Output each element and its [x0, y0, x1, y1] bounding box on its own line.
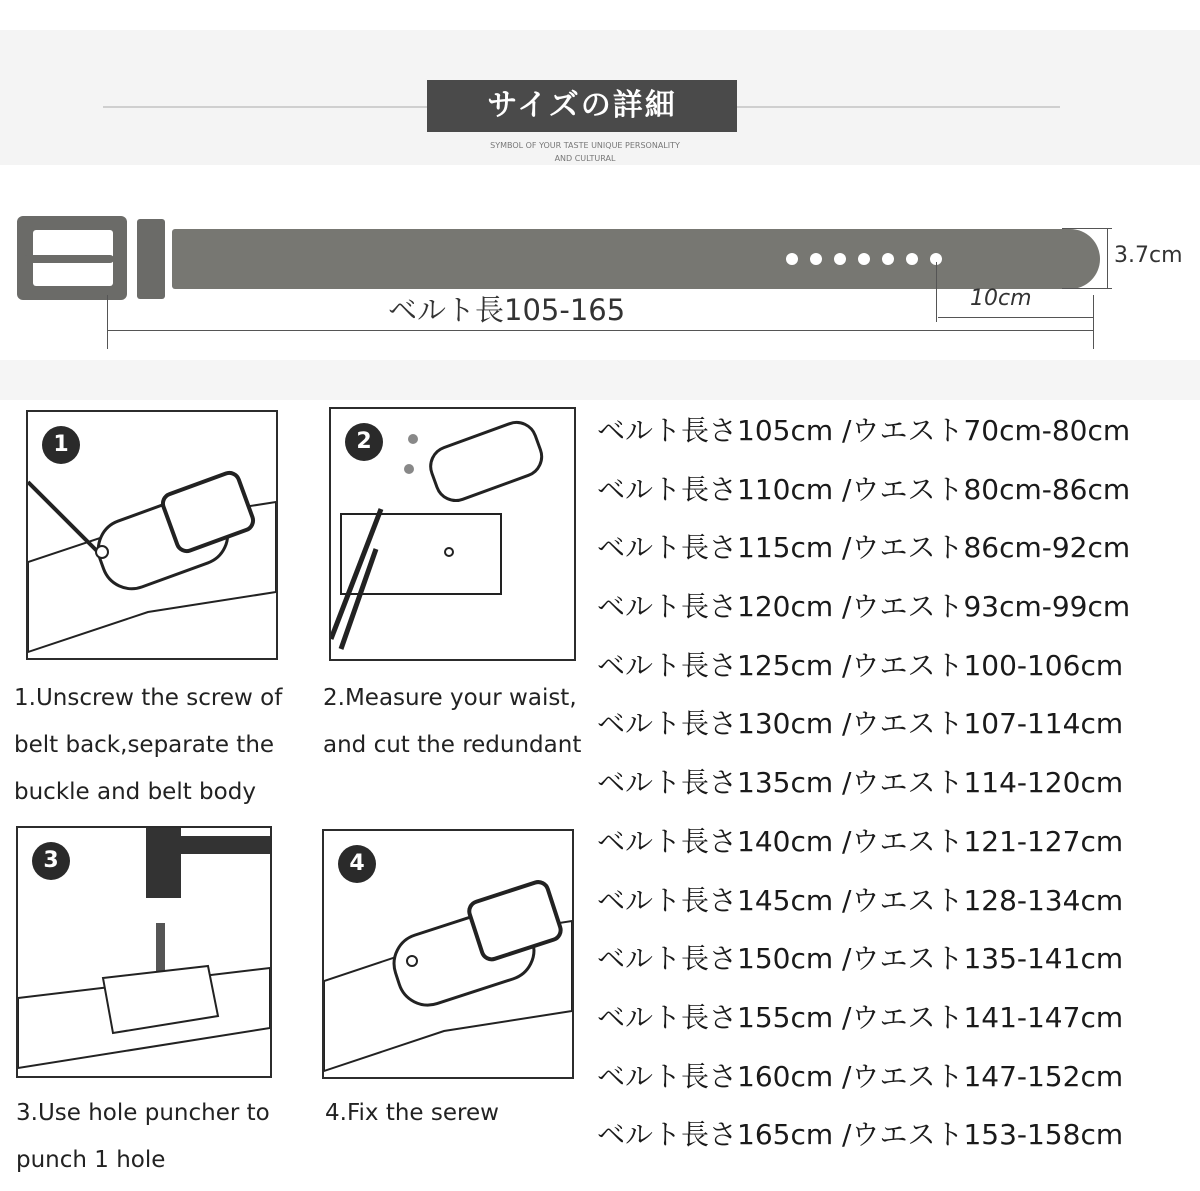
size-row: ベルト長さ155cm /ウエスト141-147cm	[597, 1000, 1124, 1034]
step-2-drawing	[331, 409, 574, 659]
width-dim-top-line	[1062, 228, 1112, 229]
bottom-border	[0, 1186, 1200, 1191]
belt-width-label: 3.7cm	[1114, 243, 1183, 268]
step-4-illustration	[322, 829, 574, 1079]
belt-hole	[834, 253, 846, 265]
subtitle-line-2: AND CULTURAL	[554, 154, 616, 163]
hole-span-label: 10cm	[970, 286, 1032, 311]
belt-keeper-loop	[137, 219, 165, 299]
header-divider-right	[737, 106, 1060, 108]
step-1-drawing	[28, 412, 276, 658]
length-dim-right	[1093, 295, 1094, 349]
hole-span-dim-left	[936, 262, 937, 322]
belt-hole	[882, 253, 894, 265]
step-3-caption	[16, 1090, 270, 1184]
step-1-number: 1	[42, 426, 80, 464]
belt-strap	[172, 229, 1100, 289]
length-dim-line	[108, 330, 1093, 331]
page-subtitle	[440, 139, 730, 165]
step-2-caption-line: and cut the redundant	[323, 732, 582, 758]
belt-hole	[906, 253, 918, 265]
step-2-caption	[323, 675, 581, 769]
size-row: ベルト長さ150cm /ウエスト135-141cm	[597, 942, 1124, 976]
size-table	[597, 402, 1197, 1165]
size-row: ベルト長さ115cm /ウエスト86cm-92cm	[597, 531, 1131, 565]
step-2-number: 2	[345, 423, 383, 461]
size-row: ベルト長さ160cm /ウエスト147-152cm	[597, 1059, 1124, 1093]
step-1-caption-line: buckle and belt body	[14, 779, 256, 805]
page-title: サイズの詳細	[427, 80, 737, 132]
hole-span-dim-line	[938, 317, 1093, 318]
step-2-caption-line: 2.Measure your waist,	[323, 685, 577, 711]
header-divider-left	[103, 106, 427, 108]
step-4-number: 4	[338, 845, 376, 883]
step-3-caption-line: punch 1 hole	[16, 1147, 166, 1173]
size-row: ベルト長さ165cm /ウエスト153-158cm	[597, 1118, 1124, 1152]
belt-hole	[786, 253, 798, 265]
step-1-illustration	[26, 410, 278, 660]
step-4-caption	[325, 1090, 499, 1137]
size-row: ベルト長さ120cm /ウエスト93cm-99cm	[597, 590, 1131, 624]
step-2-illustration	[329, 407, 576, 661]
step-3-number: 3	[32, 842, 70, 880]
step-1-caption	[14, 675, 282, 816]
buckle-pin	[24, 255, 114, 263]
belt-length-label: ベルト長105-165	[388, 293, 626, 327]
subtitle-line-1: SYMBOL OF YOUR TASTE UNIQUE PERSONALITY	[490, 141, 680, 150]
step-4-drawing	[324, 831, 572, 1077]
size-row: ベルト長さ145cm /ウエスト128-134cm	[597, 883, 1124, 917]
step-3-caption-line: 3.Use hole puncher to	[16, 1100, 270, 1126]
size-row: ベルト長さ110cm /ウエスト80cm-86cm	[597, 472, 1131, 506]
step-3-drawing	[18, 828, 270, 1076]
size-row: ベルト長さ135cm /ウエスト114-120cm	[597, 766, 1124, 800]
length-dim-left	[107, 295, 108, 349]
width-dim-bottom-line	[1062, 288, 1112, 289]
step-1-caption-line: 1.Unscrew the screw of	[14, 685, 283, 711]
section-divider-band	[0, 360, 1200, 400]
step-3-illustration	[16, 826, 272, 1078]
size-row: ベルト長さ140cm /ウエスト121-127cm	[597, 824, 1124, 858]
width-dim-arrow	[1107, 228, 1108, 288]
belt-hole	[858, 253, 870, 265]
step-1-caption-line: belt back,separate the	[14, 732, 275, 758]
size-row: ベルト長さ130cm /ウエスト107-114cm	[597, 707, 1124, 741]
belt-hole	[810, 253, 822, 265]
size-row: ベルト長さ125cm /ウエスト100-106cm	[597, 648, 1124, 682]
size-row: ベルト長さ105cm /ウエスト70cm-80cm	[597, 414, 1131, 447]
step-4-caption-line: 4.Fix the serew	[325, 1100, 499, 1126]
